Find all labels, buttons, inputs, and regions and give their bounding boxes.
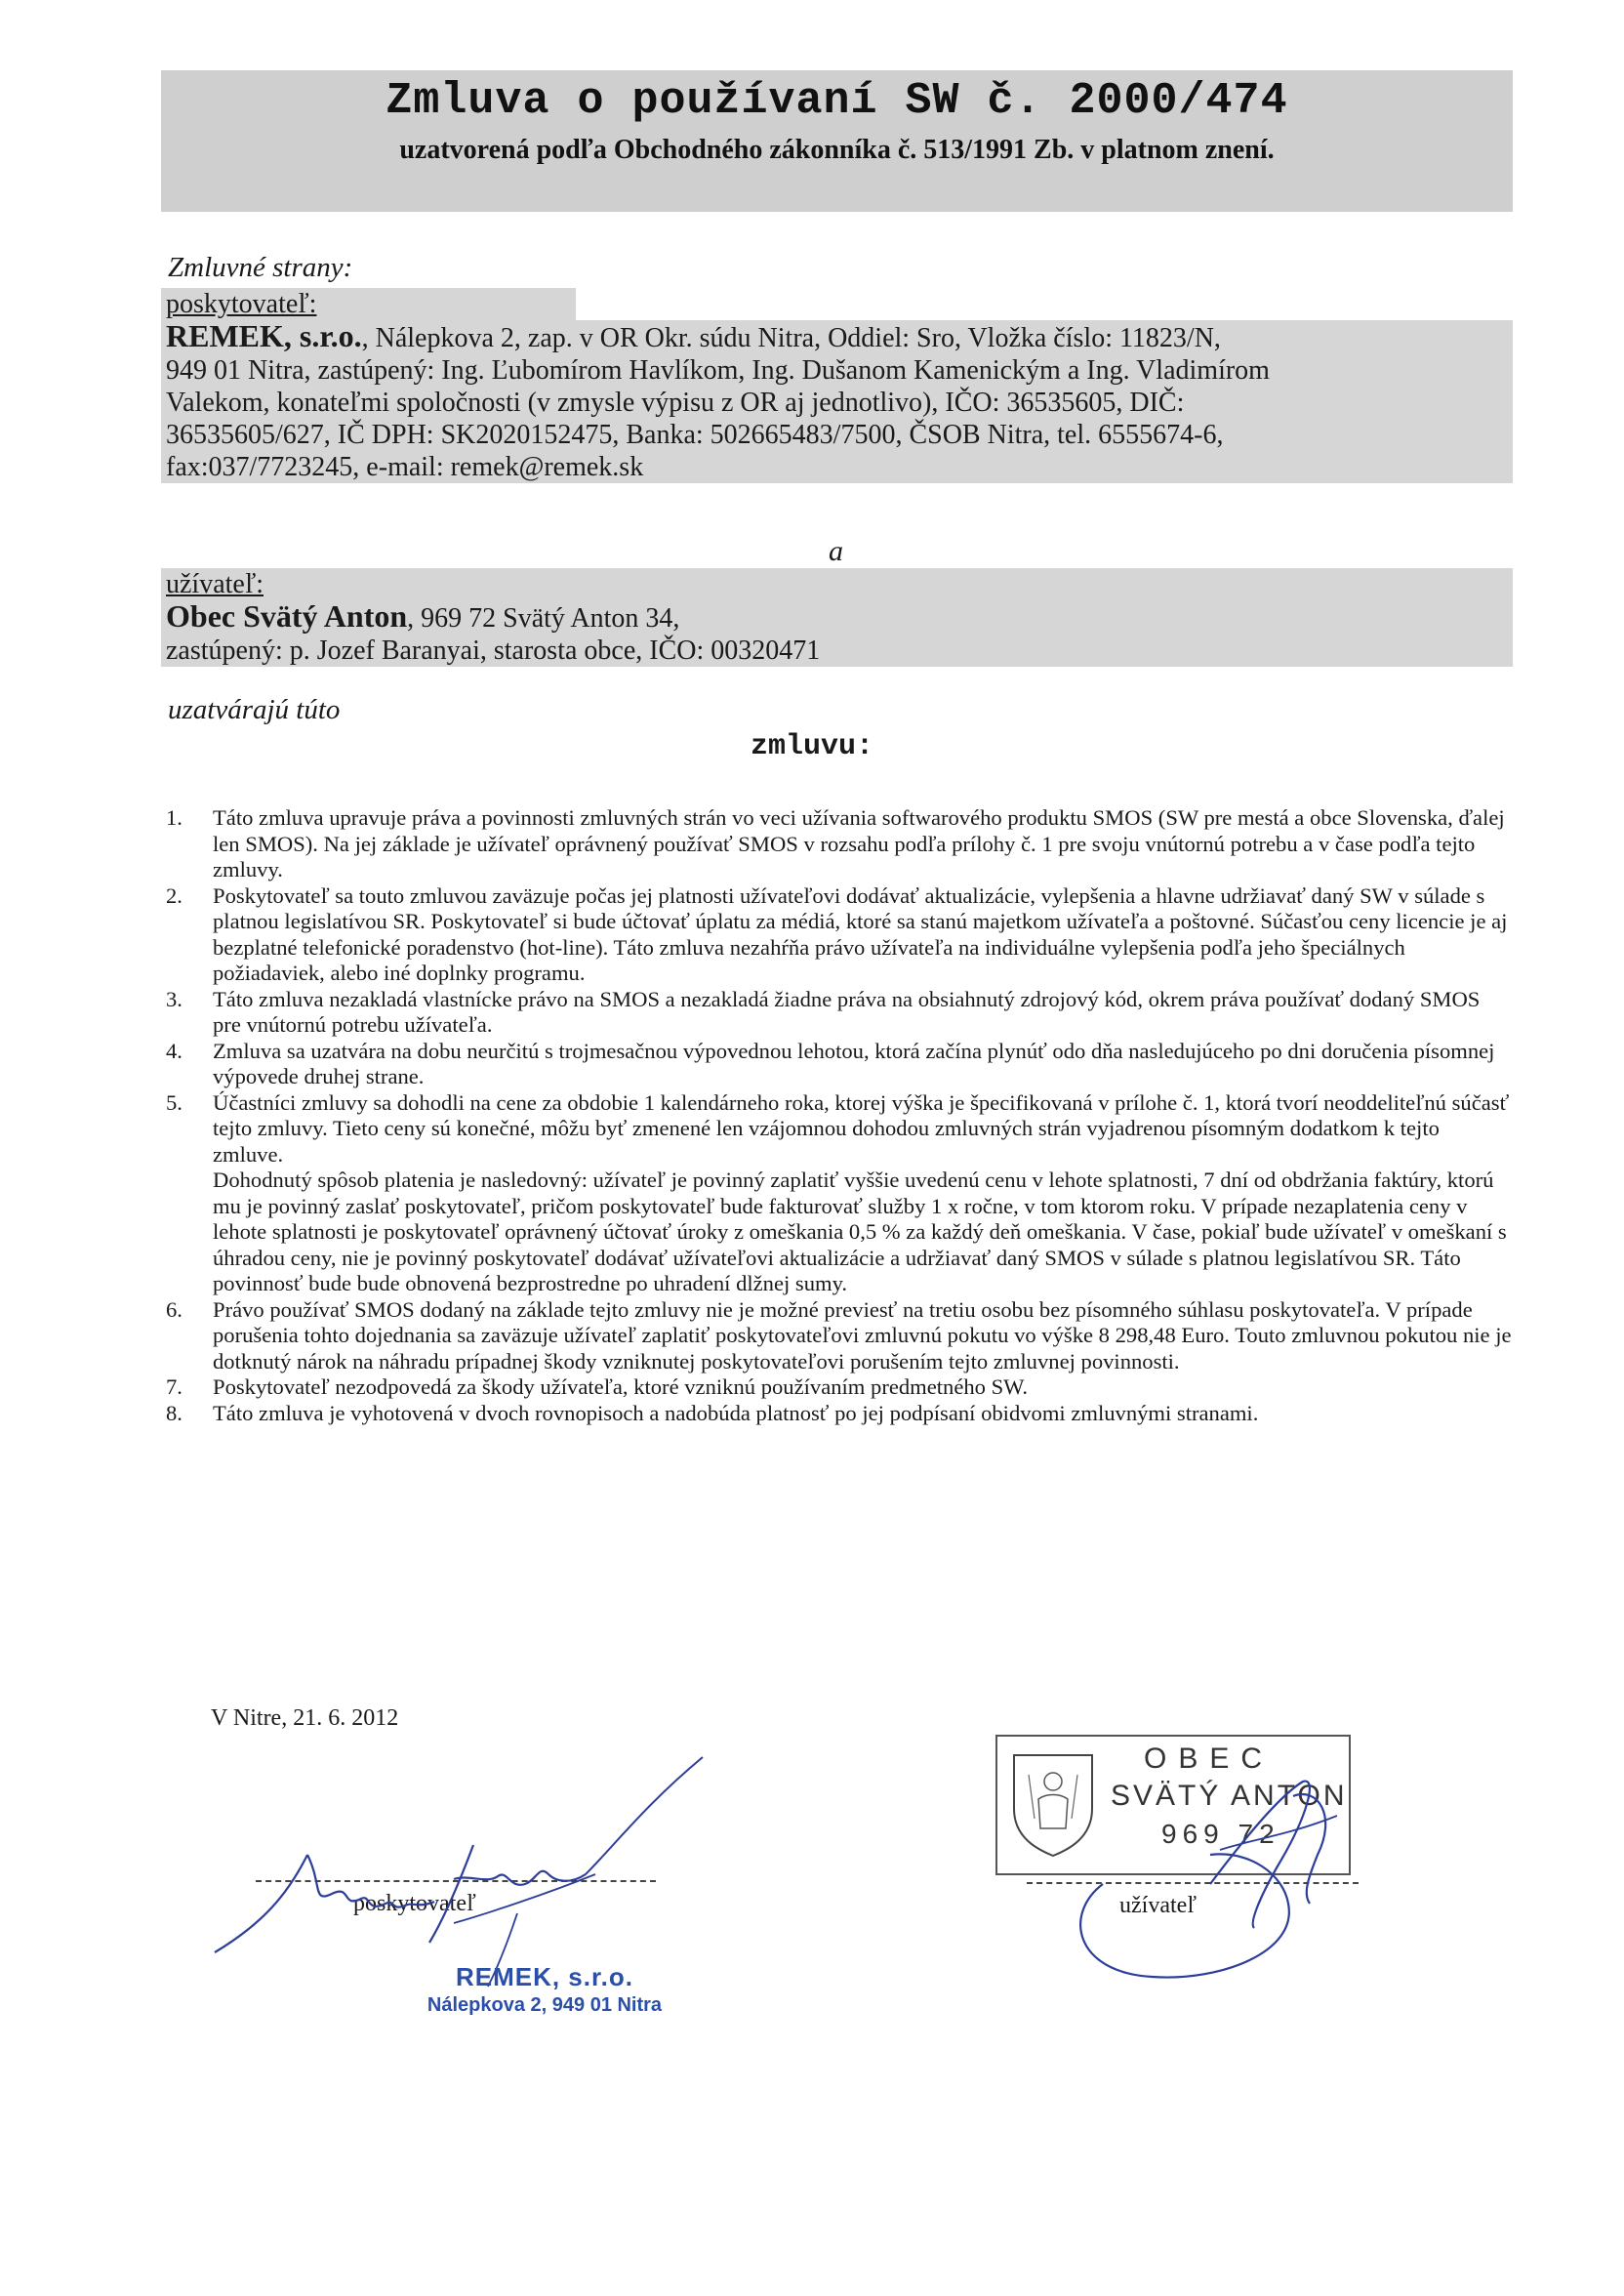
- signature-stroke: [454, 1874, 595, 1923]
- signature-stroke: [215, 1855, 307, 1952]
- parties-connector: a: [829, 535, 843, 567]
- clause-paragraph: Právo používať SMOS dodaný na základe tejto zmluvy nie je možné previesť na tretiu osobu bez písomného súhlasu poskytovateľa. V prípade porušenia tohto dojednania sa zaväzuje užívateľ zaplatiť poskytovateľovi zmluvnú pokutu vo výške 8 298,48 Euro. Touto zmluvnou pokutou nie je dotknutý nárok na náhradu prípadnej škody vzniknutej poskytovateľovi porušením tejto zmluvnej povinnosti.: [213, 1296, 1512, 1374]
- user-role-label: užívateľ:: [166, 569, 264, 599]
- provider-line-3: Valekom, konateľmi spoločnosti (v zmysle výpisu z OR aj jednotlivo), IČO: 36535605, DIČ:: [161, 387, 1513, 419]
- clause-number: 4.: [166, 1038, 183, 1063]
- title-band: [161, 70, 1513, 212]
- company-stamp-address: Nálepkova 2, 949 01 Nitra: [426, 1994, 663, 2016]
- provider-role-label: poskytovateľ:: [166, 289, 317, 319]
- provider-line-2: 949 01 Nitra, zastúpený: Ing. Ľubomírom Havlíkom, Ing. Dušanom Kamenickým a Ing. Vladimírom: [161, 354, 1513, 387]
- provider-block: [161, 288, 1513, 483]
- provider-line-4: 36535605/627, IČ DPH: SK2020152475, Banka: 502665483/7500, ČSOB Nitra, tel. 6555674-6,: [161, 419, 1513, 451]
- clause-list: [166, 805, 1513, 1426]
- user-name: Obec Svätý Anton: [166, 598, 408, 634]
- provider-line-5: fax:037/7723245, e-mail: remek@remek.sk: [161, 451, 1513, 483]
- signature-stroke: [429, 1845, 586, 1943]
- contract-title: Zmluva o používaní SW č. 2000/474: [386, 76, 1288, 126]
- company-stamp-name: REMEK, s.r.o.: [455, 1962, 634, 1991]
- signature-stroke: [1293, 1794, 1325, 1904]
- signature-stroke: [307, 1855, 434, 1907]
- clause-number: 7.: [166, 1374, 183, 1399]
- clause-item: [166, 1374, 1513, 1401]
- clause-number: 5.: [166, 1089, 183, 1115]
- clause-number: 8.: [166, 1400, 183, 1425]
- contract-subtitle: uzatvorená podľa Obchodného zákonníka č. 513/1991 Zb. v platnom znení.: [399, 135, 1275, 165]
- user-line-1: , 969 72 Svätý Anton 34,: [407, 603, 680, 634]
- municipal-stamp-line2: SVÄTÝ ANTON: [1111, 1780, 1348, 1812]
- provider-caption: poskytovateľ: [353, 1891, 476, 1916]
- user-block: [161, 568, 1513, 667]
- user-caption: užívateľ: [1119, 1893, 1198, 1918]
- clause-item: [166, 1401, 1513, 1427]
- provider-line-1: , Nálepkova 2, zap. v OR Okr. súdu Nitra, Oddiel: Sro, Vložka číslo: 11823/N,: [361, 323, 1221, 353]
- provider-signature: [195, 1738, 722, 1991]
- clause-item: [166, 1039, 1513, 1090]
- clause-item: [166, 987, 1513, 1039]
- clause-paragraph: Poskytovateľ sa touto zmluvou zaväzuje počas jej platnosti užívateľovi dodávať aktualizácie, vylepšenia a hlavne udržiavať daný SW v súlade s platnou legislatívou SR. Poskytovateľ si bude účtovať úplatu za médiá, ktoré sa stanú majetkom užívateľa a poštovné. Súčasťou ceny licencie je aj bezplatné telefonické poradenstvo (hot-line). Táto zmluva nezahŕňa právo užívateľa na individuálne vylepšenia podľa jeho špeciálnych požiadaviek, alebo iné doplnky programu.: [213, 882, 1508, 985]
- clause-item: [166, 883, 1513, 987]
- clause-paragraph: Zmluva sa uzatvára na dobu neurčitú s trojmesačnou výpovednou lehotou, ktorá začína plynúť odo dňa nasledujúceho po dni doručenia písomnej výpovede druhej strane.: [213, 1038, 1495, 1088]
- municipal-stamp-line1: OBEC: [1144, 1742, 1275, 1775]
- clause-number: 3.: [166, 986, 183, 1011]
- signature-stroke: [586, 1757, 703, 1874]
- clause-paragraph: Účastníci zmluvy sa dohodli na cene za obdobie 1 kalendárneho roka, ktorej výška je špecifikovaná v prílohe č. 1, ktorá tvorí neoddeliteľnú súčasť tejto zmluvy. Tieto ceny sú konečné, môžu byť zmenené len vzájomnou dohodou zmluvných strán vyjadrenou písomným dodatkom k tejto zmluve.: [213, 1089, 1510, 1167]
- clause-item: [166, 1297, 1513, 1375]
- clause-paragraph: Poskytovateľ nezodpovedá za škody užívateľa, ktoré vzniknú používaním predmetného SW.: [213, 1374, 1029, 1399]
- signing-place-date: V Nitre, 21. 6. 2012: [211, 1705, 399, 1731]
- clause-number: 1.: [166, 805, 183, 830]
- clause-paragraph: Dohodnutý spôsob platenia je nasledovný: užívateľ je povinný zaplatiť vyššie uvedenú cenu v lehote splatnosti, 7 dní od obdržania faktúry, ktorú mu je povinný zaslať poskytovateľ, pričom poskytovateľ bude fakturovať služby 1 x ročne, v tom ktorom roku. V prípade nezaplatenia ceny v lehote splatnosti je poskytovateľ oprávnený účtovať úroky z omeškania 0,5 % za každý deň omeškania. V čase, pokiaľ bude užívateľ v omeškaní s úhradou ceny, nie je povinný poskytovateľ dodávať užívateľovi aktualizácie a udržiavať daný SMOS v súlade s platnou legislatívou SR. Táto povinnosť bude bude obnovená bezprostredne po uhradení dlžnej sumy.: [213, 1168, 1507, 1295]
- municipal-stamp-line3: 969 72: [1161, 1819, 1280, 1849]
- signature-stroke: [1220, 1816, 1337, 1850]
- clause-number: 2.: [166, 882, 183, 908]
- clause-paragraph: Táto zmluva upravuje práva a povinnosti zmluvných strán vo veci užívania softwarového produktu SMOS (SW pre mestá a obce Slovenska, ďalej len SMOS). Na jej základe je užívateľ oprávnený používať SMOS v rozsahu podľa prílohy č. 1 pre svoju vnútornú potrebu a v čase podľa tejto zmluvy.: [213, 805, 1505, 882]
- clause-paragraph: Táto zmluva nezakladá vlastnícke právo na SMOS a nezakladá žiadne práva na obsiahnutý zdrojový kód, okrem práva používať dodaný SMOS pre vnútornú potrebu užívateľa.: [213, 986, 1481, 1037]
- clause-number: 6.: [166, 1296, 183, 1322]
- clause-item: [166, 1090, 1513, 1297]
- company-stamp: [393, 1962, 696, 2017]
- conclude-text: uzatvárajú túto: [168, 694, 341, 725]
- user-line-2: zastúpený: p. Jozef Baranyai, starosta obce, IČO: 00320471: [161, 635, 1513, 667]
- clause-paragraph: Táto zmluva je vyhotovená v dvoch rovnopisoch a nadobúda platnosť po jej podpísaní obidvomi zmluvnými stranami.: [213, 1400, 1259, 1425]
- clause-item: [166, 805, 1513, 883]
- signature-stroke: [1080, 1854, 1289, 1977]
- contract-heading: zmluvu:: [750, 730, 874, 763]
- parties-label: Zmluvné strany:: [168, 252, 353, 283]
- provider-name: REMEK, s.r.o.: [166, 318, 362, 353]
- user-signature: [1044, 1757, 1376, 1982]
